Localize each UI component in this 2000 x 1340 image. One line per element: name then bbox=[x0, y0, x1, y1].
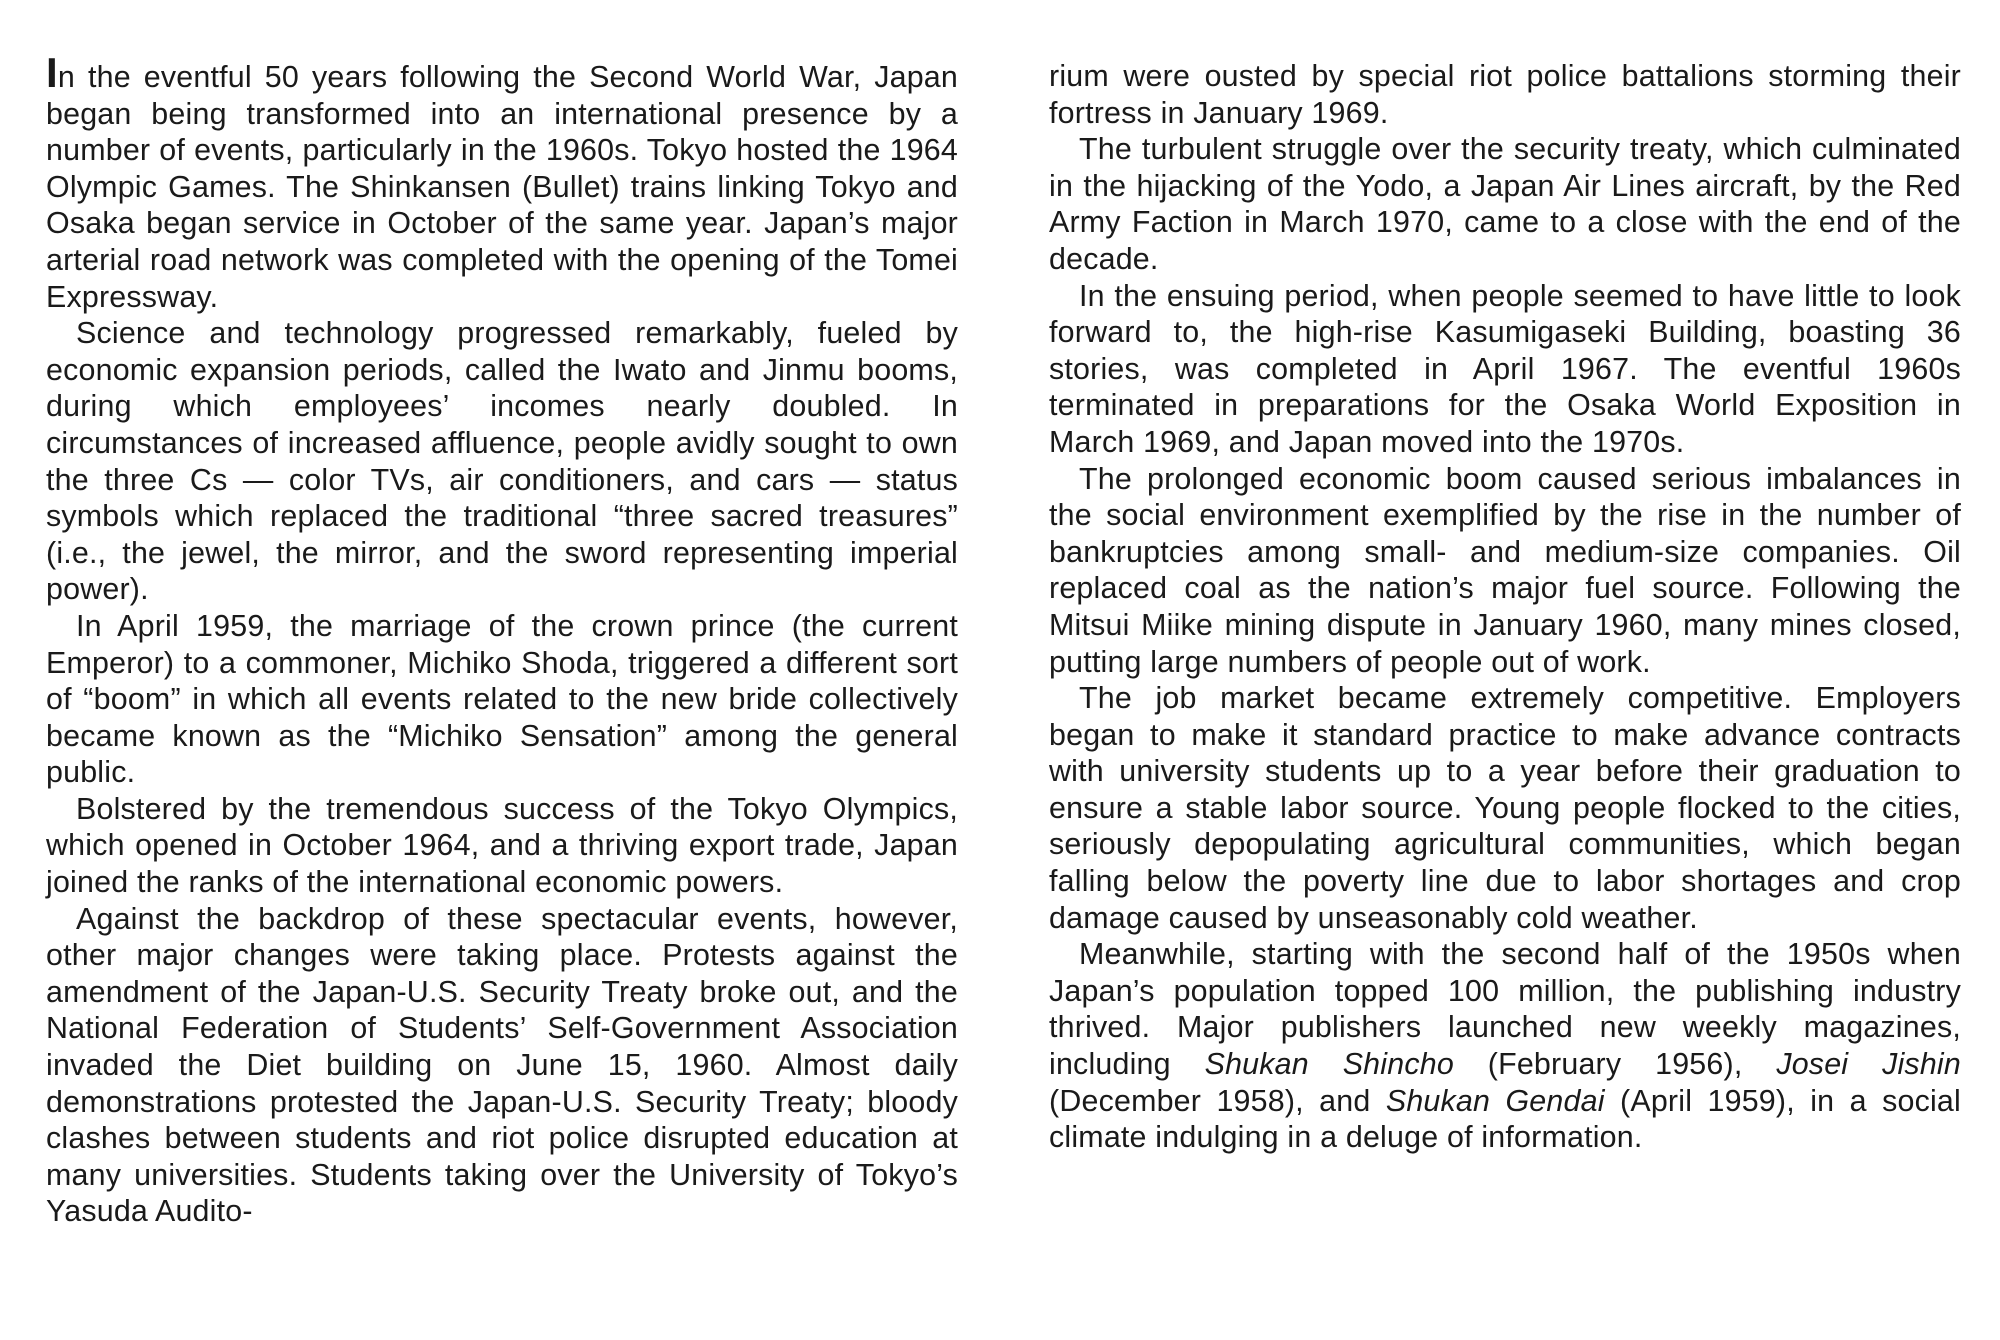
paragraph: In the ensuing period, when people seemed to have little to look forward to, the high-rise Kasumigaseki Building, boasting 36 stories, was completed in April 1967. The eventful 1960s terminated in preparations for the Osaka World Exposition in March 1969, and Japan moved into the 1970s. bbox=[1049, 278, 1961, 459]
left-column bbox=[46, 49, 958, 1230]
paragraph bbox=[1049, 936, 1961, 1156]
magazine-title: Shukan Shincho bbox=[1204, 1047, 1454, 1082]
paragraph: The job market became extremely competitive. Employers began to make it standard practice to make advance contracts with university students up to a year before their graduation to ensure a stable labor source. Young people flocked to the cities, seriously depopulating agricultural communities, which began falling below the poverty line due to labor shortages and crop damage caused by unseasonably cold weather. bbox=[1049, 681, 1961, 935]
paragraph: The turbulent struggle over the security treaty, which culminated in the hijacking of the Yodo, a Japan Air Lines aircraft, by the Red Army Faction in March 1970, came to a close with the end of the decade. bbox=[1049, 132, 1961, 276]
right-column bbox=[1049, 58, 1961, 1156]
paragraph bbox=[46, 49, 958, 315]
magazine-title: Shukan Gendai bbox=[1385, 1083, 1605, 1118]
paragraph-text: (December 1958), and bbox=[1049, 1083, 1386, 1118]
paragraph: In April 1959, the marriage of the crown prince (the current Emperor) to a commoner, Michiko Shoda, triggered a different sort of “boom” in which all events related to the new bride collectively became known as the “Michiko Sensation” among the general public. bbox=[46, 608, 958, 790]
paragraph: The prolonged economic boom caused serious imbalances in the social environment exemplified by the rise in the number of bankruptcies among small- and medium-size companies. Oil replaced coal as the nation’s major fuel source. Following the Mitsui Miike mining dispute in January 1960, many mines closed, putting large numbers of people out of work. bbox=[1049, 461, 1961, 679]
magazine-title: Josei Jishin bbox=[1776, 1047, 1961, 1082]
paragraph: rium were ousted by special riot police battalions storming their fortress in January 1969. bbox=[1049, 59, 1961, 130]
paragraph-text: (February 1956), bbox=[1453, 1047, 1777, 1082]
paragraph-text: n the eventful 50 years following the Second World War, Japan began being transformed into an international presence by a number of events, particularly in the 1960s. Tokyo hosted the 1964 Olympic Games. The Shinkansen (Bullet) trains linking Tokyo and Osaka began service in October of the same year. Japan’s major arterial road network was completed with the opening of the Tomei Expressway. bbox=[46, 60, 958, 314]
drop-cap: I bbox=[46, 49, 58, 96]
paragraph-text: Meanwhile, starting with the second half of the 1950s when Japan’s population topped 100 million, the publishing industry thrived. Major publishers launched new weekly magazines, including bbox=[1049, 937, 1961, 1082]
paragraph: Bolstered by the tremendous success of the Tokyo Olympics, which opened in October 1964, and a thriving export trade, Japan joined the ranks of the international economic powers. bbox=[46, 791, 958, 900]
paragraph: Science and technology progressed remarkably, fueled by economic expansion periods, called the Iwato and Jinmu booms, during which employees’ incomes nearly doubled. In circumstances of increased affluence, people avidly sought to own the three Cs — color TVs, air conditioners, and cars — status symbols which replaced the traditional “three sacred treasures” (i.e., the jewel, the mirror, and the sword representing imperial power). bbox=[46, 316, 958, 607]
paragraph-text: (April 1959), in a social climate indulging in a deluge of information. bbox=[1049, 1083, 1961, 1155]
paragraph: Against the backdrop of these spectacular events, however, other major changes were taking place. Protests against the amendment of the Japan-U.S. Security Treaty broke out, and the National Federation of Students’ Self-Government Association invaded the Diet building on June 15, 1960. Almost daily demonstrations protested the Japan-U.S. Security Treaty; bloody clashes between students and riot police disrupted education at many universities. Students taking over the University of Tokyo’s Yasuda Audito- bbox=[46, 901, 958, 1229]
